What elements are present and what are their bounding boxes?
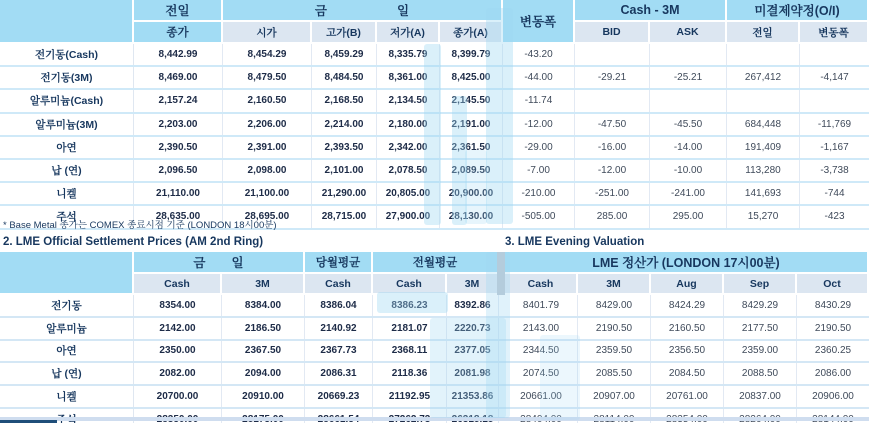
metal-name-cell: 전기동 (0, 295, 134, 316)
price-cell: 2,203.00 (134, 114, 223, 135)
settlement-price-cell: 2181.07 (373, 318, 447, 339)
price-cell: 8,454.29 (223, 44, 312, 65)
table-row (0, 67, 869, 90)
price-cell: 684,448 (727, 114, 800, 135)
prices-table-body (0, 44, 869, 230)
price-cell: 28,635.00 (134, 206, 223, 227)
settlement-price-cell: 20669.23 (305, 386, 373, 407)
price-cell: 8,469.00 (134, 67, 223, 88)
table-row (0, 44, 869, 67)
evening-price-cell: 8430.29 (814, 299, 852, 311)
price-cell: -11,769 (817, 118, 852, 130)
price-cell: 21,100.00 (223, 183, 312, 204)
prices-table-header (0, 0, 869, 44)
price-cell: 8,335.79 (377, 44, 440, 65)
price-cell (727, 44, 800, 65)
price-cell: -16.00 (575, 137, 650, 158)
today2-label-a: 금 (193, 256, 206, 270)
evening-price-cell: 8424.29 (651, 295, 724, 316)
evening-price-cell: 8401.79 (505, 295, 578, 316)
price-cell: -423 (824, 211, 845, 223)
price-cell (575, 44, 650, 65)
col-header-low: 저가(A) (377, 22, 440, 44)
col-header-prevavg-3m: 3M (447, 274, 499, 295)
price-cell: 8,479.50 (223, 67, 312, 88)
settlement-section-title: 2. LME Official Settlement Prices (AM 2nd Ring) (3, 236, 264, 248)
table-row (0, 137, 869, 160)
price-cell: -210.00 (503, 183, 575, 204)
header-corner-cell-2 (0, 252, 134, 295)
today-label-a: 금 (314, 4, 327, 18)
col-header-monthavg-cash: Cash (305, 274, 373, 295)
settlement-price-cell: 20700.00 (134, 386, 222, 407)
price-cell: -12.00 (575, 160, 650, 181)
evening-price-cell: 2359.00 (724, 341, 797, 362)
col-group-month-avg: 당월평균 (305, 252, 373, 274)
price-cell: 8,399.79 (440, 44, 503, 65)
col-header-change: 변동폭 (503, 0, 575, 44)
evening-price-cell: 20761.00 (651, 386, 724, 407)
settlement-price-cell: 2086.31 (305, 363, 373, 384)
price-cell: -241.00 (650, 183, 727, 204)
price-cell: -4,147 (820, 72, 849, 84)
col-group-today (223, 0, 503, 22)
col-header-settle-3m: 3M (222, 274, 305, 295)
evening-price-cell: 2360.25 (814, 345, 852, 357)
settlement-price-cell: 2081.98 (447, 363, 499, 384)
table-row (0, 363, 869, 386)
evening-price-cell: 2359.50 (578, 341, 651, 362)
price-cell: 8,361.00 (377, 67, 440, 88)
settlement-price-cell: 8386.23 (373, 295, 447, 316)
settlement-price-cell: 2082.00 (134, 363, 222, 384)
price-cell: 8,425.00 (440, 67, 503, 88)
evening-price-cell: 2160.50 (651, 318, 724, 339)
price-cell: 2,078.50 (377, 160, 440, 181)
evening-price-cell: 8429.29 (724, 295, 797, 316)
evening-price-cell: 2177.50 (724, 318, 797, 339)
col-header-prev-close: 종가 (134, 22, 223, 44)
price-cell: -251.00 (575, 183, 650, 204)
metal-name-cell: 납 (연) (0, 160, 134, 181)
price-cell: -7.00 (503, 160, 575, 181)
metal-name-cell: 알루미늄 (0, 318, 134, 339)
header-corner-cell (0, 0, 134, 44)
price-cell: 2,101.00 (312, 160, 377, 181)
price-cell: 113,280 (727, 160, 800, 181)
evening-price-cell: 20837.00 (724, 386, 797, 407)
price-cell (800, 90, 869, 111)
col-group-prev-month-avg: 전월평균 (373, 252, 499, 274)
price-cell: -10.00 (650, 160, 727, 181)
table-row (0, 183, 869, 206)
table-row (0, 114, 869, 137)
price-cell: 28,695.00 (223, 206, 312, 227)
price-cell: 191,409 (727, 137, 800, 158)
settlement-price-cell: 2368.11 (373, 341, 447, 362)
evening-price-cell: 2086.00 (814, 368, 852, 380)
settlement-price-cell: 8354.00 (134, 295, 222, 316)
price-cell (800, 44, 869, 65)
col-header-oi-prev: 전일 (727, 22, 800, 44)
price-cell: -43.20 (503, 44, 575, 65)
settlement-price-cell: 8392.86 (447, 295, 499, 316)
evening-price-cell: 2190.50 (578, 318, 651, 339)
price-cell: 28,130.00 (440, 206, 503, 227)
evening-price-cell: 2356.50 (651, 341, 724, 362)
col-header-eve-sep: Sep (724, 274, 797, 295)
evening-price-cell: 20907.00 (578, 386, 651, 407)
settlement-evening-table (0, 252, 869, 423)
col-header-prev-day: 전일 (134, 0, 223, 22)
table-row (0, 90, 869, 113)
col-group-today-2 (134, 252, 305, 274)
evening-price-cell: 2074.50 (505, 363, 578, 384)
col-header-ask: ASK (650, 22, 727, 44)
price-cell: -47.50 (575, 114, 650, 135)
price-cell: 2,134.50 (377, 90, 440, 111)
price-cell: 28,715.00 (312, 206, 377, 227)
price-cell: 2,098.00 (223, 160, 312, 181)
metal-name-cell: 니켈 (0, 386, 134, 407)
price-cell: 2,157.24 (134, 90, 223, 111)
price-cell (650, 90, 727, 111)
price-cell: 2,206.00 (223, 114, 312, 135)
settlement-table-body (0, 295, 869, 423)
settlement-price-cell: 2220.73 (447, 318, 499, 339)
price-cell (650, 44, 727, 65)
price-cell: -1,167 (820, 141, 849, 153)
price-cell: 2,391.00 (223, 137, 312, 158)
price-cell: -29.21 (575, 67, 650, 88)
col-header-open: 시가 (223, 22, 312, 44)
table-row (0, 341, 869, 364)
evening-price-cell: 2143.00 (505, 318, 578, 339)
price-cell: -45.50 (650, 114, 727, 135)
price-cell: -14.00 (650, 137, 727, 158)
price-cell: -25.21 (650, 67, 727, 88)
price-cell: 2,214.00 (312, 114, 377, 135)
price-cell: -29.00 (503, 137, 575, 158)
price-cell: 295.00 (650, 206, 727, 227)
metal-name-cell: 주석 (0, 206, 134, 227)
table-row (0, 386, 869, 409)
price-cell: 2,089.50 (440, 160, 503, 181)
price-cell: 2,191.00 (440, 114, 503, 135)
metal-name-cell: 납 (연) (0, 363, 134, 384)
settlement-price-cell: 2377.05 (447, 341, 499, 362)
price-cell: -12.00 (503, 114, 575, 135)
price-cell: 8,442.99 (134, 44, 223, 65)
col-header-eve-aug: Aug (651, 274, 724, 295)
metal-name-cell: 아연 (0, 137, 134, 158)
metal-name-cell: 전기동(Cash) (0, 44, 134, 65)
evening-price-cell: 2088.50 (724, 363, 797, 384)
settlement-price-cell: 20910.00 (222, 386, 305, 407)
col-group-lme-valuation: LME 정산가 (LONDON 17시00분) (505, 252, 869, 274)
price-cell: 15,270 (727, 206, 800, 227)
col-header-high: 고가(B) (312, 22, 377, 44)
col-header-oi-change: 변동폭 (800, 22, 869, 44)
price-cell: 8,484.50 (312, 67, 377, 88)
today2-label-b: 일 (231, 256, 244, 270)
col-header-bid: BID (575, 22, 650, 44)
settlement-price-cell: 8384.00 (222, 295, 305, 316)
settlement-price-cell: 2367.50 (222, 341, 305, 362)
today-label-b: 일 (397, 4, 410, 18)
price-cell: 20,900.00 (440, 183, 503, 204)
settlement-price-cell: 2367.73 (305, 341, 373, 362)
settlement-price-cell: 21353.86 (447, 386, 499, 407)
price-cell: 8,459.29 (312, 44, 377, 65)
settlement-price-cell: 21192.95 (373, 386, 447, 407)
evening-price-cell: 20906.00 (812, 391, 854, 403)
table-row (0, 318, 869, 341)
settlement-price-cell: 2142.00 (134, 318, 222, 339)
settlement-price-cell: 2350.00 (134, 341, 222, 362)
col-header-eve-oct: Oct (797, 274, 869, 295)
metal-name-cell: 알루미늄(Cash) (0, 90, 134, 111)
col-header-prevavg-cash: Cash (373, 274, 447, 295)
price-cell: 2,168.50 (312, 90, 377, 111)
settlement-price-cell: 2118.36 (373, 363, 447, 384)
table-divider (497, 252, 505, 295)
table-row (0, 295, 869, 318)
col-header-settle-cash: Cash (134, 274, 222, 295)
price-cell: -11.74 (503, 90, 575, 111)
price-cell: 21,110.00 (134, 183, 223, 204)
price-cell: -44.00 (503, 67, 575, 88)
evening-price-cell: 2190.50 (814, 322, 852, 334)
price-cell (575, 90, 650, 111)
price-cell: 2,145.50 (440, 90, 503, 111)
evening-price-cell: 20661.00 (505, 386, 578, 407)
price-cell: -505.00 (503, 206, 575, 227)
price-cell: 267,412 (727, 67, 800, 88)
metal-name-cell: 니켈 (0, 183, 134, 204)
price-cell: 2,393.50 (312, 137, 377, 158)
evening-price-cell: 8429.00 (578, 295, 651, 316)
evening-price-cell: 2344.50 (505, 341, 578, 362)
col-group-cash-3m: Cash - 3M (575, 0, 727, 22)
price-cell: 20,805.00 (377, 183, 440, 204)
col-header-eve-3m: 3M (578, 274, 651, 295)
price-cell: -3,738 (820, 165, 849, 177)
table-row (0, 160, 869, 183)
price-cell: 27,900.00 (377, 206, 440, 227)
price-cell: 2,361.50 (440, 137, 503, 158)
price-cell (727, 90, 800, 111)
price-cell: 285.00 (575, 206, 650, 227)
evening-price-cell: 2085.50 (578, 363, 651, 384)
col-header-eve-cash: Cash (505, 274, 578, 295)
price-cell: -744 (824, 188, 845, 200)
col-group-open-interest: 미결제약정(O/I) (727, 0, 869, 22)
evening-price-cell: 2084.50 (651, 363, 724, 384)
price-cell: 2,160.50 (223, 90, 312, 111)
price-cell: 21,290.00 (312, 183, 377, 204)
settlement-price-cell: 2094.00 (222, 363, 305, 384)
base-metal-footnote: * Base Metal 종가는 COMEX 종료시점 기준 (LONDON 18시00분) (3, 220, 277, 231)
price-cell: 2,390.50 (134, 137, 223, 158)
settlement-price-cell: 8386.04 (305, 295, 373, 316)
price-cell: 2,096.50 (134, 160, 223, 181)
col-header-close: 종가(A) (440, 22, 503, 44)
price-cell: 2,180.00 (377, 114, 440, 135)
metal-name-cell: 알루미늄(3M) (0, 114, 134, 135)
price-cell: 2,342.00 (377, 137, 440, 158)
bottom-band (0, 417, 869, 421)
price-cell: 141,693 (727, 183, 800, 204)
evening-section-title: 3. LME Evening Valuation (505, 236, 645, 248)
settlement-price-cell: 2186.50 (222, 318, 305, 339)
metal-name-cell: 아연 (0, 341, 134, 362)
settlement-table-header (0, 252, 869, 295)
metal-name-cell: 전기동(3M) (0, 67, 134, 88)
settlement-price-cell: 2140.92 (305, 318, 373, 339)
